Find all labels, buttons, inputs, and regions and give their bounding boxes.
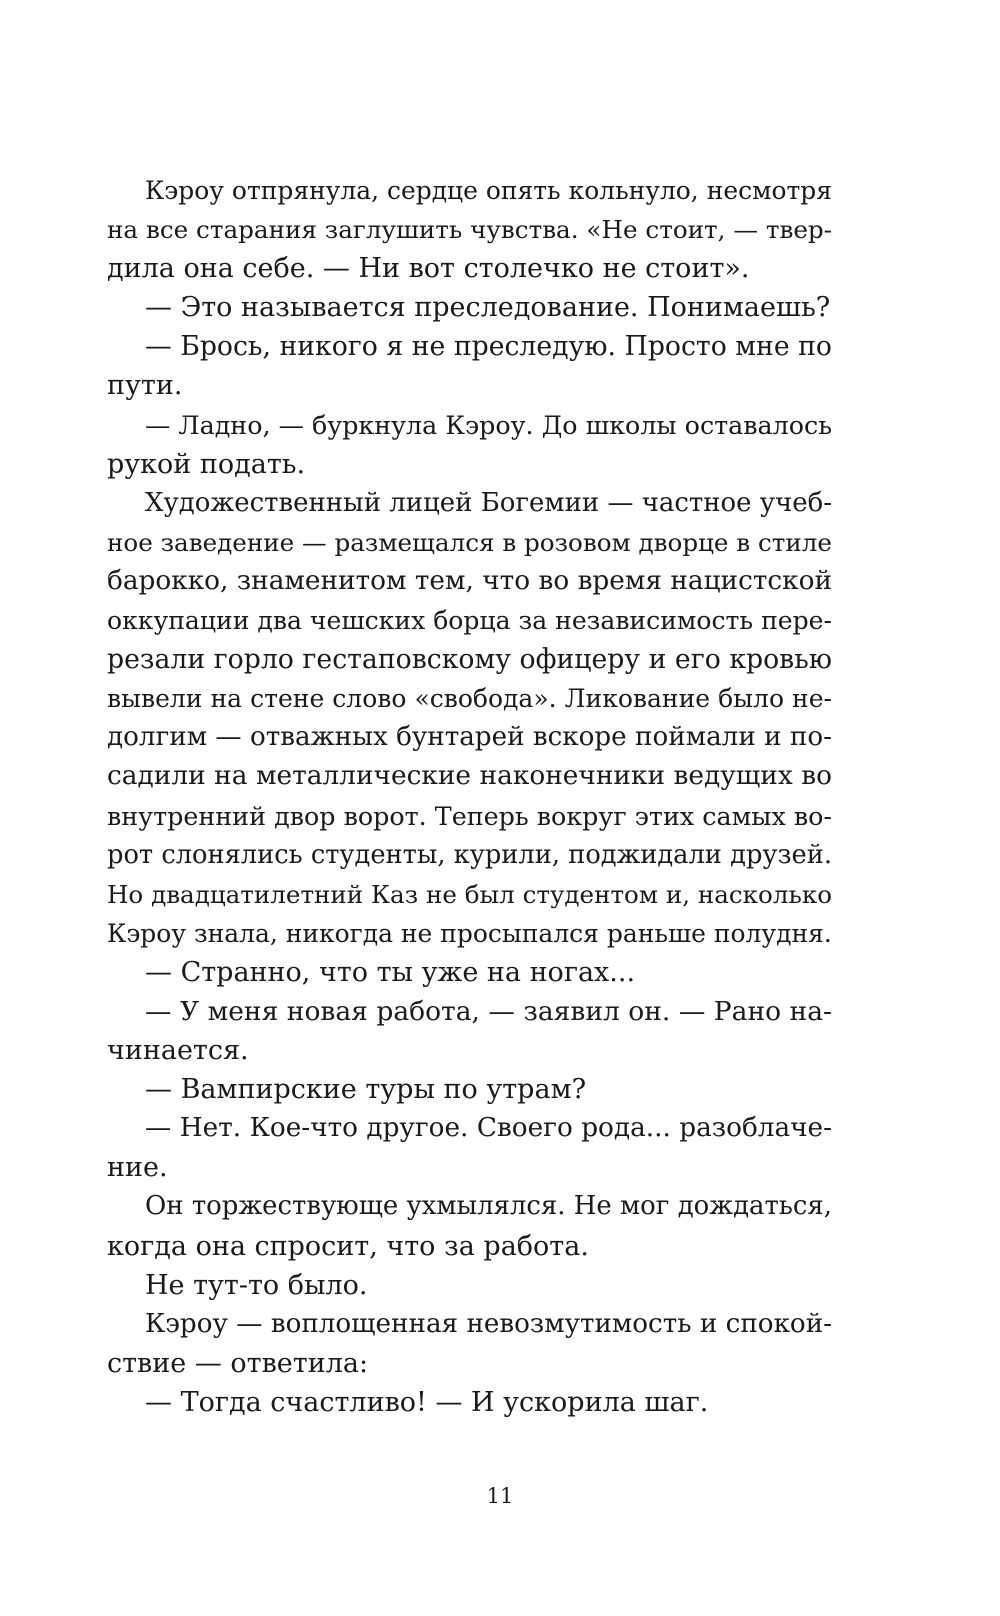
- text-line: ное заведение — размещался в розовом дворце в стиле: [107, 527, 832, 557]
- text-line: долгим — отважных бунтарей вскоре поймали и по-: [107, 722, 832, 753]
- text-line: Кэроу — воплощенная невозмутимость и спокой-: [145, 1308, 832, 1339]
- text-line: барокко, знаменитом тем, что во время нацистской: [107, 565, 832, 596]
- text-line: — Это называется преследование. Понимаешь?: [145, 292, 831, 324]
- text-line: рукой подать.: [107, 448, 306, 480]
- text-line: ствие — ответила:: [107, 1347, 369, 1379]
- text-line: — Тогда счастливо! — И ускорила шаг.: [145, 1386, 709, 1418]
- text-line: рот слонялись студенты, курили, поджидали друзей.: [107, 839, 832, 870]
- text-line: садили на металлические наконечники ведущих во: [107, 761, 832, 792]
- text-line: на все старания заглушить чувства. «Не стоит, — твер-: [107, 215, 832, 245]
- text-line: Художественный лицей Богемии — частное учеб-: [145, 487, 832, 518]
- text-line: чинается.: [107, 1035, 249, 1067]
- text-line: пути.: [107, 370, 183, 402]
- text-line: дила она себе. — Ни вот столечко не стоит».: [107, 253, 750, 285]
- text-line: когда она спросит, что за работа.: [107, 1230, 589, 1262]
- text-line: внутренний двор ворот. Теперь вокруг этих самых во-: [107, 800, 832, 831]
- text-line: Не тут-то было.: [145, 1269, 368, 1301]
- text-line: ние.: [107, 1152, 168, 1184]
- text-line: — Ладно, — буркнула Кэроу. До школы оставалось: [145, 409, 832, 440]
- body-text: [107, 171, 832, 1422]
- text-line: резали горло гестаповскому офицеру и его кровью: [107, 644, 832, 676]
- text-line: — Вампирские туры по утрам?: [145, 1074, 587, 1106]
- page-number: 11: [486, 1484, 514, 1508]
- text-line: оккупации два чешских борца за независимость пере-: [107, 606, 832, 636]
- text-line: — Нет. Кое-что другое. Своего рода... разоблаче-: [145, 1113, 832, 1144]
- text-line: Он торжествующе ухмылялся. Не мог дождаться,: [145, 1191, 832, 1222]
- text-line: — У меня новая работа, — заявил он. — Рано на-: [145, 995, 832, 1027]
- text-line: вывели на стене слово «свобода». Ликование было не-: [107, 684, 832, 714]
- text-line: Но двадцатилетний Каз не был студентом и, насколько: [107, 879, 832, 909]
- text-line: Кэроу знала, никогда не просыпался раньше полудня.: [107, 918, 832, 948]
- text-line: Кэроу отпрянула, сердце опять кольнуло, несмотря: [145, 176, 832, 205]
- text-line: — Брось, никого я не преследую. Просто мне по: [145, 331, 832, 363]
- text-line: — Странно, что ты уже на ногах...: [145, 956, 636, 988]
